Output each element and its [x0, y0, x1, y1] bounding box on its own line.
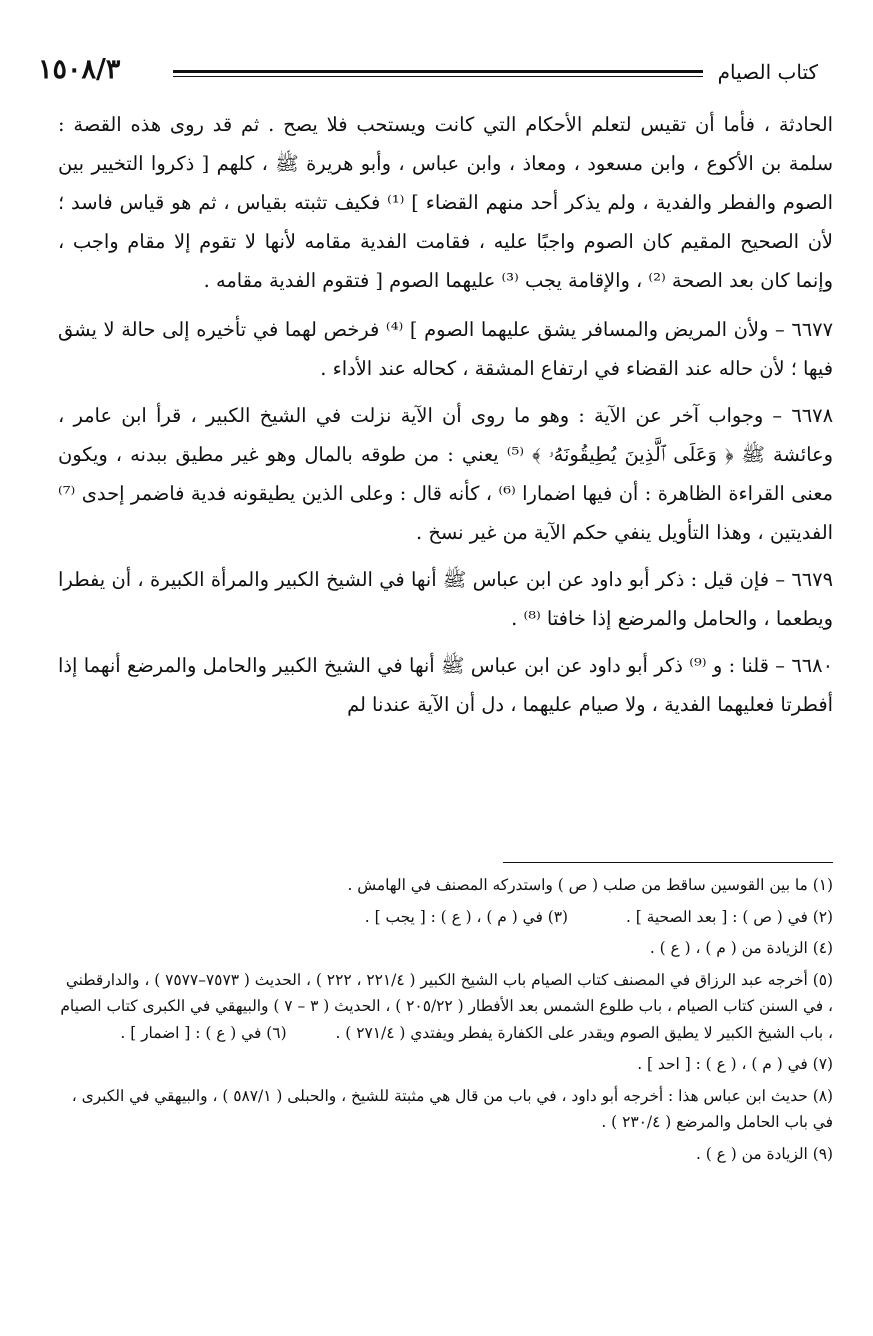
footnote-5: [58, 967, 833, 1047]
paragraph: الحادثة ، فأما أن تقيس لتعلم الأحكام التي كانت ويستحب فلا يصح . ثم قد روى هذه القصة : سلمة بن الأكوع ، وابن مسعود ، ومعاذ ، وابن عباس ، وأبو هريرة ﷺ ، كلهم [ ذكروا التخيير بين الصوم والفطر والفدية ، ولم يذكر أحد منهم القضاء ] ⁽¹⁾ فكيف تثبته بقياس ، ثم هو قياس فاسد ؛ لأن الصحيح المقيم كان الصوم واجبًا عليه ، فقامت الفدية مقامه لأنها لا تقوم إلا مقام واجب ، وإنما كان بعد الصحة ⁽²⁾ ، والإقامة يجب ⁽³⁾ عليهما الصوم [ فتقوم الفدية مقامه .: [58, 113, 833, 292]
paragraph-6680: ٦٦٨٠ – قلنا : و ⁽⁹⁾ ذكر أبو داود عن ابن عباس ﷺ أنها في الشيخ الكبير والحامل والمرضع أنهما إذا أفطرتا فعليهما الفدية ، ولا صيام عليهما ، دل أن الآية عندنا لم: [58, 654, 834, 716]
header-rule: [173, 70, 703, 73]
header-rule-thin: [173, 76, 703, 77]
footnote-row-2-3: [58, 904, 833, 931]
footnote-4: (٤) الزيادة من ( م ) ، ( ع ) .: [649, 939, 833, 957]
footnote-1: (١) ما بين القوسين ساقط من صلب ( ص ) واستدركه المصنف في الهامش .: [347, 876, 833, 894]
footnote-2: (٢) في ( ص ) : [ بعد الصحية ] .: [625, 907, 833, 926]
main-text: [58, 105, 833, 732]
footnote-6: (٦) في ( ع ) : [ اضمار ] .: [120, 1023, 287, 1042]
page-number: ١٥٠٨/٣: [38, 54, 121, 85]
paragraph-6677: ٦٦٧٧ – ولأن المريض والمسافر يشق عليهما الصوم ] ⁽⁴⁾ فرخص لهما في تأخيره إلى حالة لا يشق فيها ؛ لأن حاله عند القضاء في ارتفاع المشقة ، كحاله عند الأداء .: [58, 318, 833, 380]
paragraph-6678: ٦٦٧٨ – وجواب آخر عن الآية : وهو ما روى أن الآية نزلت في الشيخ الكبير ، قرأ ابن عامر ، وعائشة ﷺ ﴿ وَعَلَى ٱلَّذِينَ يُطِيقُونَهُۥ ﴾ ⁽⁵⁾ يعني : من طوقه بالمال وهو غير مطيق ببدنه ، ويكون معنى القراءة الظاهرة : أن فيها اضمارا ⁽⁶⁾ ، كأنه قال : وعلى الذين يطيقونه فدية فاضمر إحدى ⁽⁷⁾ الفديتين ، وهذا التأويل ينفي حكم الآية من غير نسخ .: [58, 404, 833, 544]
footnotes: [58, 872, 833, 1172]
paragraph-6679: ٦٦٧٩ – فإن قيل : ذكر أبو داود عن ابن عباس ﷺ أنها في الشيخ الكبير والمرأة الكبيرة ، أن يفطرا ويطعما ، والحامل والمرضع إذا خافتا ⁽⁸⁾ .: [58, 568, 833, 630]
footnote-separator: [503, 862, 833, 863]
book-title: كتاب الصيام: [717, 60, 818, 84]
footnote-9: (٩) الزيادة من ( ع ) .: [695, 1144, 833, 1163]
footnote-3: (٣) في ( م ) ، ( ع ) : [ يجب ] .: [364, 907, 568, 926]
footnote-7: (٧) في ( م ) ، ( ع ) : [ احد ] .: [637, 1055, 833, 1073]
page-header: [38, 50, 818, 90]
footnote-8: (٨) حديث ابن عباس هذا : أخرجه أبو داود ، في باب من قال هي مثبتة للشيخ ، والحبلى ( ٥٨٧/١ ) ، والبيهقي في الكبرى ، في باب الحامل والمرضع ( ٢٣٠/٤ ) .: [71, 1086, 833, 1131]
footnote-5-text: (٥) أخرجه عبد الرزاق في المصنف كتاب الصيام باب الشيخ الكبير ( ٢٢١/٤ ، ٢٢٢ ) ، الحديث ( ٧٥٧٣–٧٥٧٧ ) ، والدارقطني ، في السنن كتاب الصيام ، باب طلوع الشمس بعد الأفطار ( ٢٠٥/٢٢ ) ، الحديث ( ٣ – ٧ ) والبيهقي في الكبرى كتاب الصيام ، باب الشيخ الكبير لا يطيق الصوم ويقدر على الكفارة يفطر ويفتدي ( ٢٧١/٤ ) .: [60, 970, 833, 1042]
